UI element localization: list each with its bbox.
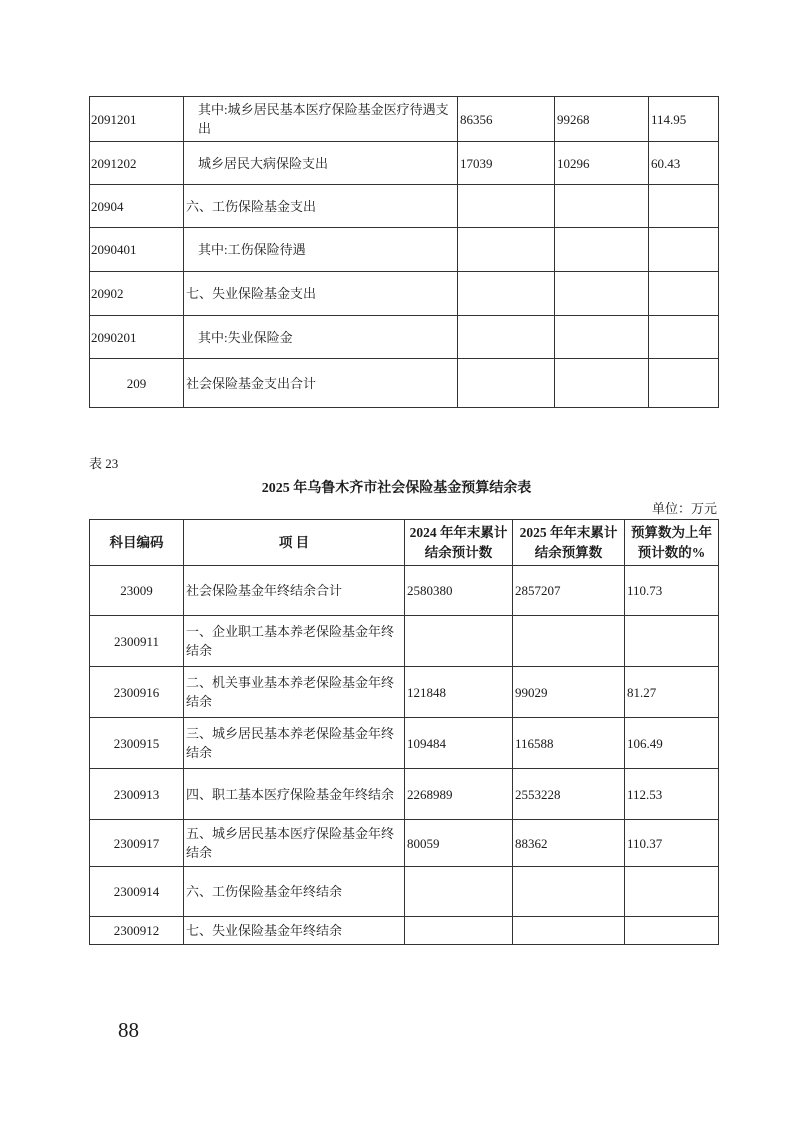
value-2024-cell [458,272,555,316]
value-2025-cell: 2857207 [513,566,625,616]
item-cell: 其中:失业保险金 [184,316,458,359]
value-2025-cell [555,272,649,316]
value-2025-cell: 116588 [513,718,625,769]
item-cell: 三、城乡居民基本养老保险基金年终结余 [184,718,405,769]
table-row [90,185,719,228]
value-2024-cell [458,316,555,359]
value-2024-cell [458,228,555,272]
code-cell: 20902 [90,272,184,316]
item-cell: 七、失业保险基金支出 [184,272,458,316]
value-2024-cell: 17039 [458,142,555,185]
value-2025-cell: 10296 [555,142,649,185]
value-2025-cell [513,867,625,917]
code-cell: 2300916 [90,667,184,718]
percent-cell [625,616,719,667]
table-row [90,566,719,616]
table-row [90,867,719,917]
item-cell: 六、工伤保险基金支出 [184,185,458,228]
code-cell: 2300912 [90,917,184,945]
table-row [90,359,719,408]
percent-cell [649,228,719,272]
percent-cell [649,359,719,408]
page-number: 88 [118,1018,139,1042]
value-2024-cell: 2580380 [405,566,513,616]
value-2024-cell [405,616,513,667]
code-cell: 2091202 [90,142,184,185]
percent-cell: 60.43 [649,142,719,185]
percent-cell [649,316,719,359]
percent-cell [625,867,719,917]
code-cell: 2090201 [90,316,184,359]
item-cell: 六、工伤保险基金年终结余 [184,867,405,917]
item-cell: 其中:工伤保险待遇 [184,228,458,272]
value-2025-cell [555,359,649,408]
table-row [90,820,719,867]
percent-cell: 81.27 [625,667,719,718]
value-2025-cell: 88362 [513,820,625,867]
value-2024-cell [405,867,513,917]
value-2025-cell [555,316,649,359]
table-row [90,917,719,945]
code-cell: 2300911 [90,616,184,667]
table-row [90,616,719,667]
header-code: 科目编码 [90,520,184,566]
table-row [90,142,719,185]
table-row [90,769,719,820]
code-cell: 2090401 [90,228,184,272]
percent-cell [649,185,719,228]
percent-cell: 110.73 [625,566,719,616]
percent-cell [625,917,719,945]
code-cell: 20904 [90,185,184,228]
value-2025-cell: 2553228 [513,769,625,820]
table-number-label: 表 23 [89,456,119,471]
value-2024-cell [458,359,555,408]
value-2024-cell: 80059 [405,820,513,867]
value-2025-cell [513,616,625,667]
percent-cell: 112.53 [625,769,719,820]
table-row [90,228,719,272]
balance-table [89,519,719,945]
value-2025-cell [555,185,649,228]
value-2024-cell: 2268989 [405,769,513,820]
code-cell: 23009 [90,566,184,616]
item-cell: 城乡居民大病保险支出 [184,142,458,185]
table-row [90,316,719,359]
table-row [90,272,719,316]
item-cell: 五、城乡居民基本医疗保险基金年终结余 [184,820,405,867]
header-percent: 预算数为上年预计数的% [625,520,719,566]
code-cell: 2300913 [90,769,184,820]
value-2025-cell: 99268 [555,97,649,142]
item-cell: 社会保险基金年终结余合计 [184,566,405,616]
item-cell: 二、机关事业基本养老保险基金年终结余 [184,667,405,718]
code-cell: 2300917 [90,820,184,867]
table-row [90,667,719,718]
item-cell: 一、企业职工基本养老保险基金年终结余 [184,616,405,667]
table-title: 2025 年乌鲁木齐市社会保险基金预算结余表 [261,481,532,496]
value-2024-cell: 121848 [405,667,513,718]
header-2025-budget: 2025 年年末累计结余预算数 [513,520,625,566]
header-row [90,520,719,566]
percent-cell: 114.95 [649,97,719,142]
code-cell: 209 [90,359,184,408]
percent-cell [649,272,719,316]
code-cell: 2300915 [90,718,184,769]
expenditure-table-continued [89,96,719,408]
value-2024-cell [458,185,555,228]
value-2024-cell: 86356 [458,97,555,142]
table-row [90,718,719,769]
percent-cell: 110.37 [625,820,719,867]
value-2025-cell [555,228,649,272]
value-2024-cell: 109484 [405,718,513,769]
item-cell: 社会保险基金支出合计 [184,359,458,408]
unit-label: 单位：万元 [651,501,717,516]
code-cell: 2091201 [90,97,184,142]
code-cell: 2300914 [90,867,184,917]
item-cell: 其中:城乡居民基本医疗保险基金医疗待遇支出 [184,97,458,142]
table-row [90,97,719,142]
percent-cell: 106.49 [625,718,719,769]
item-cell: 七、失业保险基金年终结余 [184,917,405,945]
value-2024-cell [405,917,513,945]
header-item: 项 目 [184,520,405,566]
item-cell: 四、职工基本医疗保险基金年终结余 [184,769,405,820]
value-2025-cell: 99029 [513,667,625,718]
header-2024-estimate: 2024 年年末累计结余预计数 [405,520,513,566]
value-2025-cell [513,917,625,945]
